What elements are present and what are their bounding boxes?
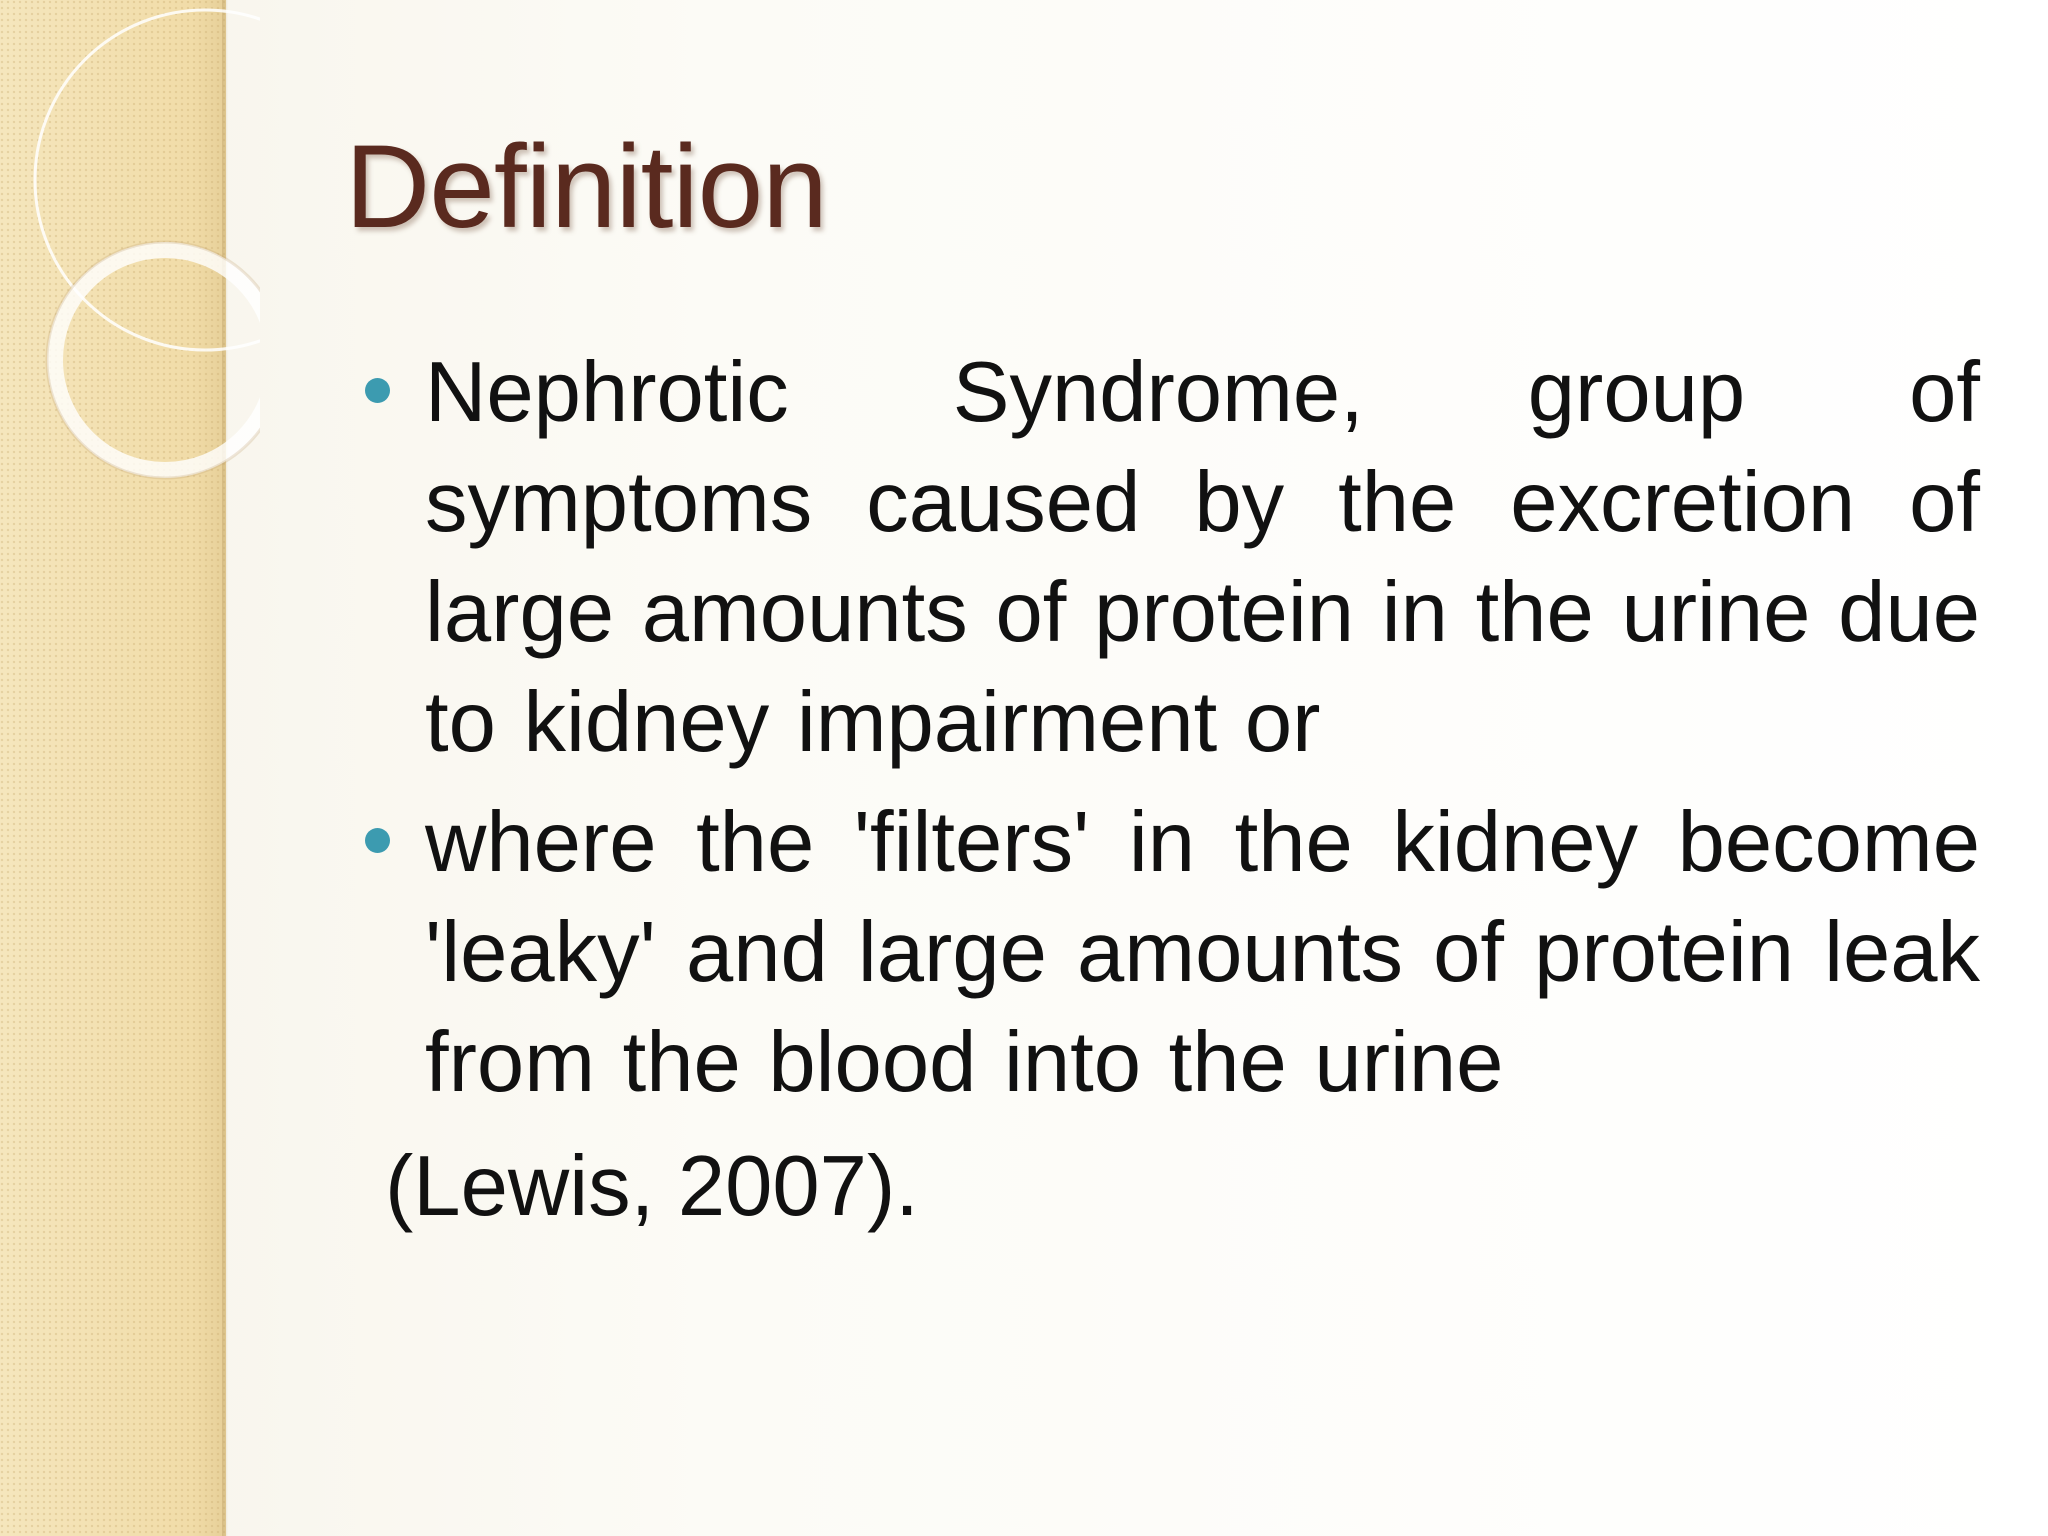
slide-title: Definition xyxy=(345,121,827,253)
bullet-text: where the 'filters' in the kidney become 'leaky' and large amounts of protein leak from the blood into the urine xyxy=(425,795,1980,1110)
citation: (Lewis, 2007). xyxy=(385,1139,919,1234)
bullet-dot-icon xyxy=(365,828,390,853)
small-ring xyxy=(55,250,260,470)
bullet-item-filters xyxy=(365,788,1980,1118)
bullet-item-definition xyxy=(365,338,1980,778)
bullet-dot-icon xyxy=(365,378,390,403)
decorative-rings xyxy=(0,0,260,520)
slide-content xyxy=(365,338,1980,1242)
bullet-text: Nephrotic Syndrome, group of symptoms caused by the excretion of large amounts of protein in the urine due to kidney impairment or xyxy=(425,345,1980,770)
bullet-list xyxy=(365,338,1980,1118)
